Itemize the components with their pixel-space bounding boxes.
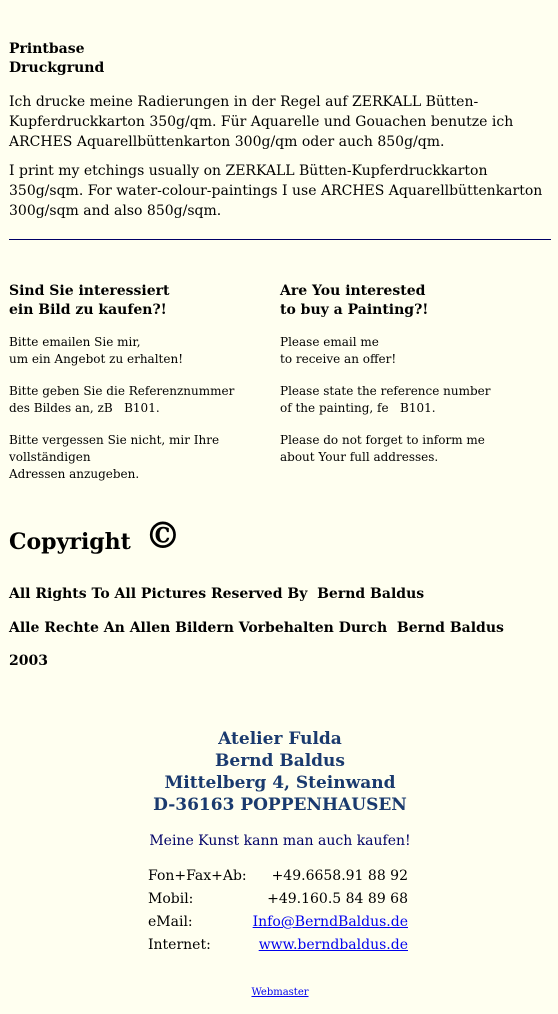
printbase-text-en: I print my etchings usually on ZERKALL Bütten-Kupferdruckkarton 350g/sqm. For water-colour-paintings I use ARCHES Aquarellbüttenkarton 300g/sqm and also 850g/sqm. <box>9 163 543 219</box>
purchase-heading-en: Are You interested to buy a Painting?! <box>280 283 429 318</box>
printbase-title-en: Printbase <box>9 41 85 57</box>
copyright-heading <box>9 515 181 562</box>
mobile-value: +49.160.5 84 89 68 <box>267 891 408 907</box>
atelier-address <box>9 728 551 816</box>
artist-name: Bernd Baldus <box>215 751 345 771</box>
copyright-icon: © <box>144 515 181 557</box>
webmaster-link[interactable]: Webmaster <box>251 987 309 998</box>
contact-row-email <box>148 911 408 934</box>
purchase-address-note-en: Please do not forget to inform me about Your full addresses. <box>280 433 485 464</box>
printbase-text-de: Ich drucke meine Radierungen in der Regel auf ZERKALL Bütten-Kupferdruckkarton 350g/qm. Für Aquarelle und Gouachen benutze ich ARCHES Aquarellbüttenkarton 300g/qm oder auch 850g/qm. <box>9 94 514 150</box>
purchase-reference-note-en: Please state the reference number of the painting, fe B101. <box>280 384 491 415</box>
horizontal-divider <box>9 239 551 240</box>
purchase-heading-de: Sind Sie interessiert ein Bild zu kaufen?! <box>9 283 170 318</box>
mobile-label: Mobil: <box>148 891 194 907</box>
purchase-address-note-de: Bitte vergessen Sie nicht, mir Ihre vollständigen Adressen anzugeben. <box>9 433 220 481</box>
email-label: eMail: <box>148 914 193 930</box>
phone-value: +49.6658.91 88 92 <box>271 868 408 884</box>
website-link[interactable]: www.berndbaldus.de <box>258 937 408 953</box>
purchase-info-de <box>9 282 279 481</box>
footer <box>9 987 551 998</box>
copyright-title: Copyright <box>9 529 131 555</box>
purchase-email-request-de: Bitte emailen Sie mir, um ein Angebot zu erhalten! <box>9 335 184 366</box>
slogan: Meine Kunst kann man auch kaufen! <box>149 833 411 849</box>
purchase-reference-note-de: Bitte geben Sie die Referenznummer des Bildes an, zB B101. <box>9 384 235 415</box>
street-address: Mittelberg 4, Steinwand <box>164 773 396 793</box>
contact-row-mobile <box>148 888 408 911</box>
postal-city: D-36163 POPPENHAUSEN <box>153 795 407 815</box>
email-link[interactable]: Info@BerndBaldus.de <box>252 914 408 930</box>
phone-label: Fon+Fax+Ab: <box>148 868 247 884</box>
copyright-year: 2003 <box>9 653 48 669</box>
purchase-info-en <box>280 282 550 464</box>
rights-statement-en: All Rights To All Pictures Reserved By Bernd Baldus <box>9 586 425 602</box>
web-label: Internet: <box>148 937 211 953</box>
contact-row-phone <box>148 865 408 888</box>
contact-table <box>148 865 408 957</box>
printbase-title-de: Druckgrund <box>9 60 105 76</box>
printbase-heading <box>9 40 104 78</box>
atelier-name: Atelier Fulda <box>218 729 342 749</box>
contact-row-web <box>148 934 408 957</box>
purchase-email-request-en: Please email me to receive an offer! <box>280 335 397 366</box>
rights-statement-de: Alle Rechte An Allen Bildern Vorbehalten Durch Bernd Baldus <box>9 620 504 636</box>
